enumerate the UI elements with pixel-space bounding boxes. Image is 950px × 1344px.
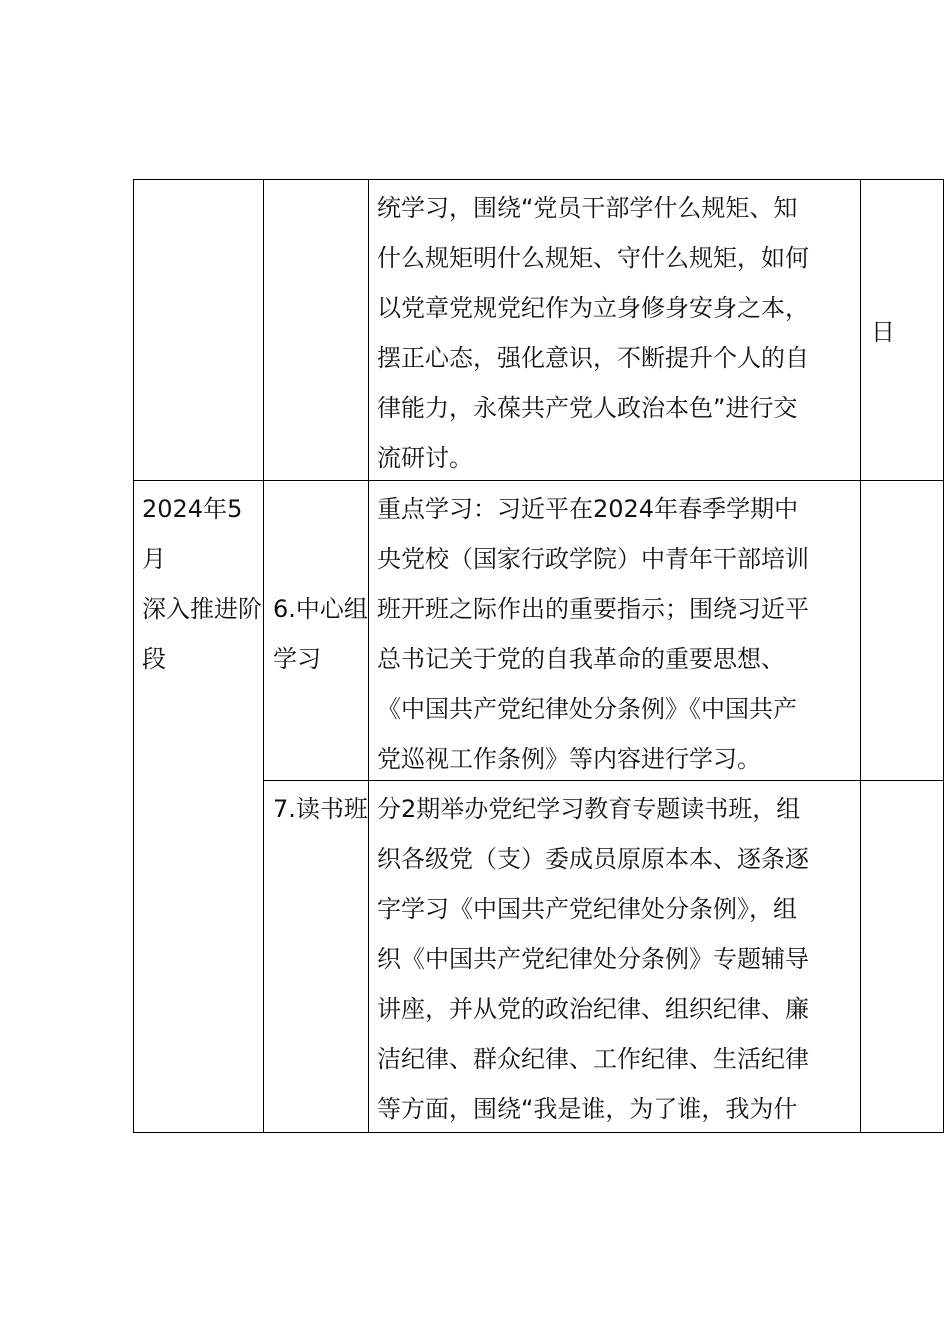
column-divider [860, 179, 861, 1133]
phase-cell: 2024年5 月 深入推进阶 段 [142, 495, 262, 673]
table-border-right [943, 179, 944, 1133]
time-cell: 日 [871, 318, 895, 346]
content-cell: 统学习，围绕“党员干部学什么规矩、知 什么规矩明什么规矩、守什么规矩，如何 以党章党规党纪作为立身修身安身之本， 摆正心态，强化意识，不断提升个人的自 律能力，永葆共产党人政治本色”进行交 流研讨。 [377, 194, 809, 472]
table-border-left [133, 179, 134, 1133]
column-divider [368, 179, 369, 1133]
column-divider [263, 179, 264, 1133]
content-cell: 重点学习：习近平在2024年春季学期中 央党校（国家行政学院）中青年干部培训 班开班之际作出的重要指示；围绕习近平 总书记关于党的自我革命的重要思想、 《中国共产党纪律处分条例》《中国共产 党巡视工作条例》等内容进行学习。 [377, 495, 809, 773]
content-cell: 分2期举办党纪学习教育专题读书班，组 织各级党（支）委成员原原本本、逐条逐 字学习《中国共产党纪律处分条例》，组 织《中国共产党纪律处分条例》专题辅导 讲座，并从党的政治纪律、组织纪律、廉 洁纪律、群众纪律、工作纪律、生活纪律 等方面，围绕“我是谁，为了谁，我为什 [377, 795, 809, 1123]
activity-cell: 6.中心组 学习 [273, 595, 368, 673]
table-border-top [133, 179, 944, 180]
activity-cell: 7.读书班 [273, 795, 368, 823]
